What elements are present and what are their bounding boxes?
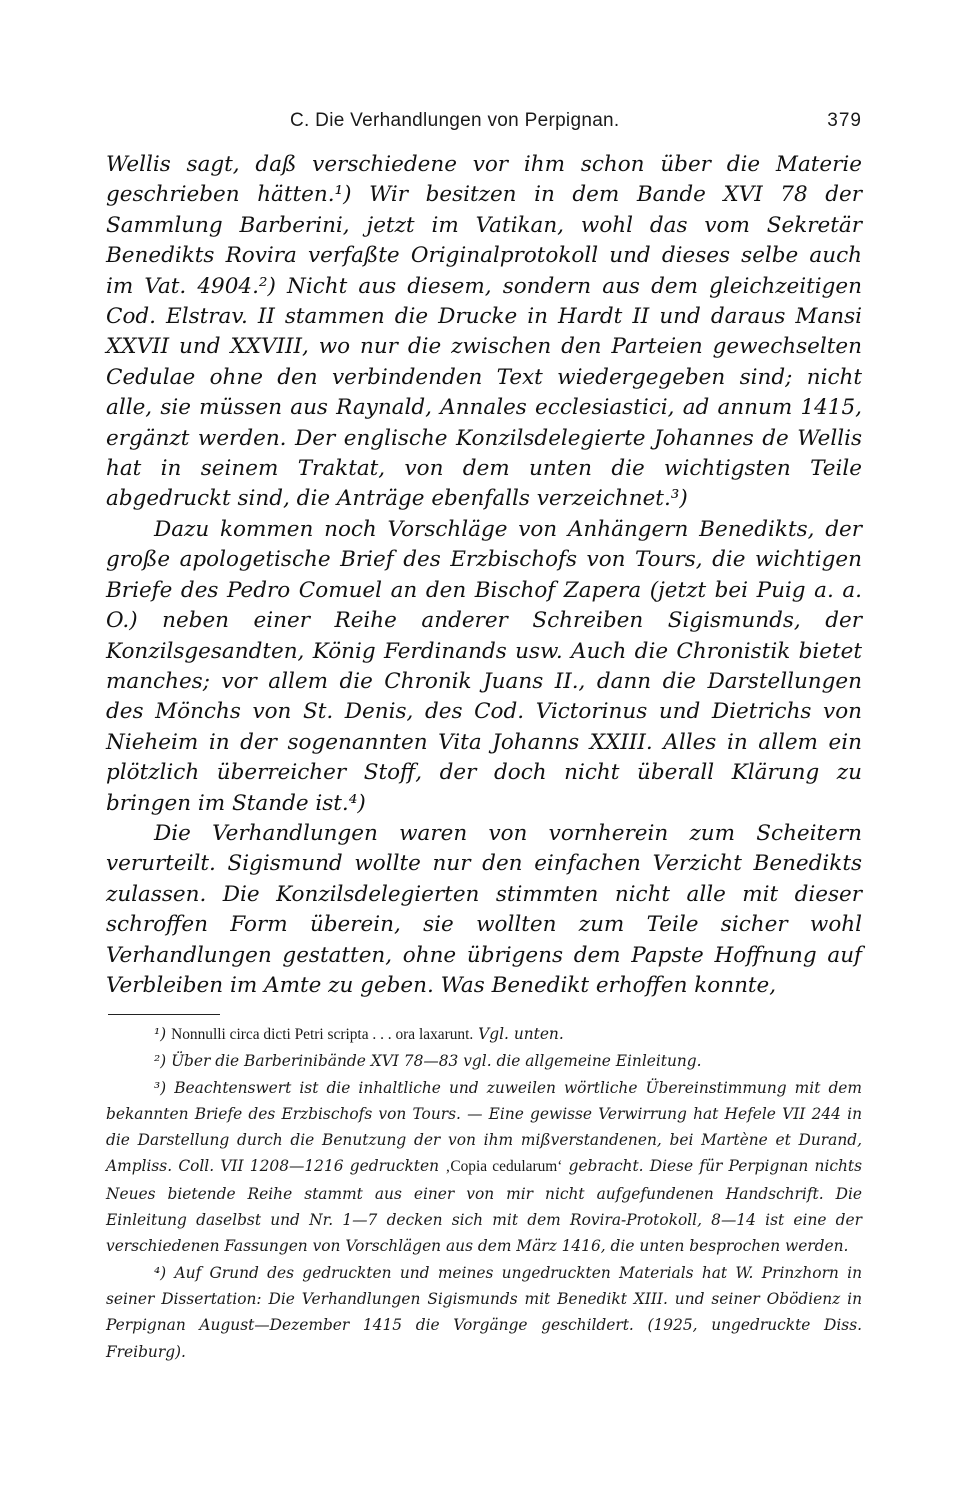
footnote-1-quote: Nonnulli circa dicti Petri scripta . . . ora laxarunt. bbox=[171, 1026, 474, 1043]
running-title: C. Die Verhandlungen von Perpignan. bbox=[290, 110, 620, 131]
footnotes bbox=[106, 1021, 862, 1365]
footnote-3 bbox=[106, 1075, 862, 1260]
footnote-1-reference: Vgl. unten. bbox=[473, 1025, 564, 1043]
footnote-divider bbox=[108, 1014, 220, 1015]
footnote-1-marker: ¹) bbox=[154, 1025, 172, 1043]
paragraph-2: Dazu kommen noch Vorschläge von Anhängern Benedikts, der große apologetische Brief des Erzbischofs von Tours, die wichtigen Briefe des Pedro Comuel an den Bischof Zapera (jetzt bei Puig a. a. O.) neben einer Reihe anderer Schreiben Sigismunds, der Konzilsgesandten, König Ferdinands usw. Auch die Chronistik bietet manches; vor allem die Chronik Juans II., dann die Darstellungen des Mönchs von St. Denis, des Cod. Victorinus und Dietrichs von Nieheim in der sogenannten Vita Johanns XXIII. Alles in allem ein plötzlich überreicher Stoff, der doch nicht überall Klärung zu bringen im Stande ist.⁴) bbox=[106, 516, 862, 816]
paragraph-3: Die Verhandlungen waren von vornherein zum Scheitern verurteilt. Sigismund wollte nur den einfachen Verzicht Benedikts zulassen. Die Konzilsdelegierten stimmten nicht alle mit dieser schroffen Form überein, sie wollten zum Teile sicher wohl Verhandlungen gestatten, ohne übrigens dem Papste Hoffnung auf Verbleiben im Amte zu geben. Was Benedikt erhoffen konnte, bbox=[106, 820, 862, 998]
paragraph-1: Wellis sagt, daß verschiedene vor ihm schon über die Materie geschrieben hätten.¹) Wir besitzen in dem Bande XVI 78 der Sammlung Barberini, jetzt im Vatikan, wohl das vom Sekretär Benedikts Rovira verfaßte Originalprotokoll und dieses selbe auch im Vat. 4904.²) Nicht aus diesem, sondern aus dem gleichzeitigen Cod. Elstrav. II stammen die Drucke in Hardt II und daraus Mansi XXVII und XXVIII, wo nur die zwischen den Parteien gewechselten Cedulae ohne den verbindenden Text wiedergegeben sind; nicht alle, sie müssen aus Raynald, Annales ecclesiastici, ad annum 1415, ergänzt werden. Der englische Konzilsdelegierte Johannes de Wellis hat in seinem Traktat, von dem unten die wichtigsten Teile abgedruckt sind, die Anträge ebenfalls verzeichnet.³) bbox=[106, 152, 862, 512]
page-number: 379 bbox=[827, 110, 862, 131]
footnote-1 bbox=[106, 1021, 862, 1048]
footnote-3-text-a: ³) Beachtenswert ist die inhaltliche und zuweilen wörtliche Übereinstimmung mit dem bekannten Briefe des Erzbischofs von Tours. — Eine gewisse Verwirrung hat Hefele VII 244 in die Darstellung durch die Benutzung der von ihm mißverstandenen, bei Martène et Durand, Ampliss. Coll. VII 1208—1216 gedruckten bbox=[106, 1078, 862, 1176]
footnote-3-text-b: gebracht. Diese für Perpignan nichts Neues bietende Reihe stammt aus einer von mir nicht aufgefundenen Handschrift. Die Einleitung daselbst und Nr. 1—7 decken sich mit dem Rovira-Protokoll, 8—14 ist eine der verschiedenen Fassungen von Vorschlägen aus dem März 1416, die unten besprochen werden. bbox=[106, 1157, 862, 1256]
footnote-3-quote: ‚Copia cedularum‘ bbox=[445, 1158, 563, 1176]
running-header bbox=[106, 110, 862, 140]
footnote-4: ⁴) Auf Grund des gedruckten und meines ungedruckten Materials hat W. Prinzhorn in seiner Dissertation: Die Verhandlungen Sigismunds mit Benedikt XIII. und seiner Obödienz in Perpignan August—Dezember 1415 die Vorgänge geschildert. (1925, ungedruckte Diss. Freiburg). bbox=[106, 1263, 862, 1361]
footnote-2: ²) Über die Barberinibände XVI 78—83 vgl. die allgemeine Einleitung. bbox=[154, 1052, 702, 1071]
main-text bbox=[106, 150, 862, 1001]
